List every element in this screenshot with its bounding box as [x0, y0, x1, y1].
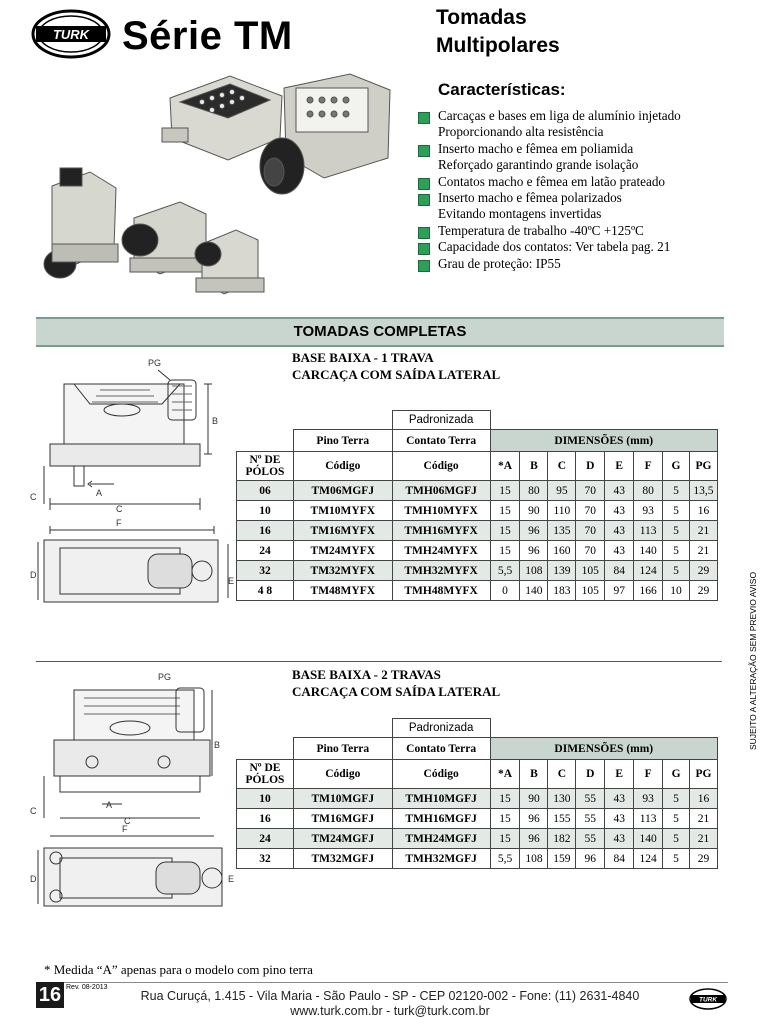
drawing-label-c: C [116, 504, 123, 514]
dimension-cell: 80 [520, 481, 548, 501]
footer-address: Rua Curuçá, 1.415 - Vila Maria - São Paulo - SP - CEP 02120-002 - Fone: (11) 2631-4840 [140, 989, 640, 1003]
contato-terra-code-cell: TMH10MGFJ [392, 789, 490, 809]
dimension-cell: 140 [634, 541, 663, 561]
drawing2-label-b: B [214, 740, 221, 750]
pino-terra-code-cell: TM10MYFX [293, 501, 392, 521]
polos-cell: 24 [237, 541, 294, 561]
dimension-cell: 160 [548, 541, 576, 561]
table2-contato-terra: Contato Terra [392, 738, 490, 760]
dimension-cell: 55 [576, 789, 605, 809]
dimension-cell: 43 [605, 789, 634, 809]
pino-terra-code-cell: TM24MGFJ [293, 829, 392, 849]
table1-col-c: C [548, 452, 576, 481]
characteristic-text: Inserto macho e fêmea polarizados [438, 190, 622, 206]
bullet-square-icon [418, 145, 430, 157]
table2-col-pg: PG [690, 760, 718, 789]
dimension-cell: 15 [490, 521, 520, 541]
table2-subtitle-2: CARCAÇA COM SAÍDA LATERAL [292, 684, 501, 699]
drawing-label-a: A [96, 488, 103, 498]
bullet-square-icon [418, 260, 430, 272]
pino-terra-code-cell: TM32MYFX [293, 561, 392, 581]
table2-dimensoes: DIMENSÕES (mm) [490, 738, 717, 760]
dimension-cell: 5 [663, 789, 690, 809]
contato-terra-code-cell: TMH32MGFJ [392, 849, 490, 869]
dimension-cell: 16 [689, 501, 717, 521]
dimension-cell: 15 [490, 789, 520, 809]
characteristic-item [418, 174, 738, 190]
drawing-label-g: C [30, 492, 37, 502]
page-number: 16 [36, 982, 64, 1008]
characteristic-item [418, 141, 738, 174]
characteristic-text-continued: Proporcionando alta resistência [438, 124, 604, 140]
characteristic-text-continued: Reforçado garantindo grande isolação [438, 157, 639, 173]
table1-dimensoes: DIMENSÕES (mm) [490, 430, 717, 452]
bullet-square-icon [418, 227, 430, 239]
dimension-cell: 55 [576, 809, 605, 829]
polos-cell: 24 [237, 829, 294, 849]
dimension-cell: 5 [663, 849, 690, 869]
dimension-cell: 135 [548, 521, 576, 541]
table-row [237, 481, 718, 501]
polos-cell: 4 8 [237, 581, 294, 601]
dimension-cell: 183 [548, 581, 576, 601]
dimension-cell: 29 [689, 561, 717, 581]
dimension-cell: 84 [605, 561, 634, 581]
table-row [237, 581, 718, 601]
polos-cell: 10 [237, 501, 294, 521]
dimension-cell: 5,5 [490, 849, 520, 869]
dimension-cell: 155 [548, 809, 576, 829]
dimension-cell: 5,5 [490, 561, 520, 581]
dimension-cell: 96 [520, 521, 548, 541]
contato-terra-code-cell: TMH16MYFX [392, 521, 490, 541]
turk-logo-footer [688, 988, 728, 1010]
dimension-cell: 5 [663, 521, 690, 541]
dimension-cell: 108 [520, 561, 548, 581]
characteristic-item [418, 256, 738, 272]
polos-cell: 10 [237, 789, 294, 809]
characteristic-item [418, 108, 738, 141]
pino-terra-code-cell: TM32MGFJ [293, 849, 392, 869]
dimension-cell: 159 [548, 849, 576, 869]
dimension-cell: 15 [490, 809, 520, 829]
dimension-cell: 140 [634, 829, 663, 849]
dimension-cell: 5 [663, 561, 690, 581]
section-band [36, 317, 724, 347]
polos-cell: 32 [237, 849, 294, 869]
table2-col-a: *A [490, 760, 520, 789]
dimension-cell: 55 [576, 829, 605, 849]
table2-codigo-contato: Código [392, 760, 490, 789]
dimension-cell: 110 [548, 501, 576, 521]
table1-polos-header: Nº DE PÓLOS [237, 452, 294, 481]
dimension-cell: 139 [548, 561, 576, 581]
table1-pino-terra: Pino Terra [293, 430, 392, 452]
table2-subtitle-1: BASE BAIXA - 2 TRAVAS [292, 667, 441, 682]
dimension-cell: 93 [634, 501, 663, 521]
drawing2-label-f: F [122, 824, 128, 834]
dimension-cell: 108 [520, 849, 548, 869]
bullet-square-icon [418, 178, 430, 190]
characteristics-list [418, 108, 738, 272]
table2-col-e: E [605, 760, 634, 789]
section-divider [36, 661, 722, 662]
dimension-cell: 43 [605, 481, 634, 501]
dimension-cell: 21 [690, 809, 718, 829]
characteristic-text-continued: Evitando montagens invertidas [438, 206, 602, 222]
dimension-cell: 93 [634, 789, 663, 809]
table2-polos-header: Nº DE PÓLOS [237, 760, 294, 789]
logo-text: TURK [52, 27, 90, 42]
dimension-cell: 90 [520, 789, 548, 809]
logo-footer-text: TURK [698, 996, 718, 1004]
contato-terra-code-cell: TMH48MYFX [392, 581, 490, 601]
table1-col-d: D [576, 452, 605, 481]
dimension-cell: 124 [634, 849, 663, 869]
dimension-cell: 10 [663, 581, 690, 601]
characteristic-text: Carcaças e bases em liga de alumínio injetado [438, 108, 681, 123]
table1-col-g: G [663, 452, 690, 481]
dimension-cell: 21 [689, 541, 717, 561]
contato-terra-code-cell: TMH16MGFJ [392, 809, 490, 829]
turk-logo [30, 8, 112, 60]
dimension-cell: 95 [548, 481, 576, 501]
dimension-cell: 96 [576, 849, 605, 869]
dimension-cell: 113 [634, 809, 663, 829]
table2-col-g: G [663, 760, 690, 789]
drawing2-label-d: D [30, 874, 37, 884]
dimension-cell: 96 [520, 541, 548, 561]
characteristic-text: Contatos macho e fêmea em latão prateado [438, 173, 666, 189]
table1-col-pg: PG [689, 452, 717, 481]
dimension-cell: 15 [490, 481, 520, 501]
dimension-cell: 15 [490, 829, 520, 849]
dimension-cell: 96 [520, 829, 548, 849]
dimension-cell: 5 [663, 501, 690, 521]
connector-photo-open [162, 76, 282, 160]
dimension-cell: 43 [605, 829, 634, 849]
polos-cell: 32 [237, 561, 294, 581]
dimension-cell: 70 [576, 541, 605, 561]
dimension-cell: 140 [520, 581, 548, 601]
table1 [236, 410, 718, 601]
table1-subtitle-1: BASE BAIXA - 1 TRAVA [292, 350, 434, 365]
dimension-cell: 130 [548, 789, 576, 809]
table2-padronizada: Padronizada [392, 719, 490, 738]
dimension-cell: 182 [548, 829, 576, 849]
drawing2-label-e: E [228, 874, 235, 884]
table2-pino-terra: Pino Terra [293, 738, 392, 760]
drawing2-label-c: C [124, 816, 131, 826]
section-title: TOMADAS COMPLETAS [293, 323, 467, 340]
polos-cell: 16 [237, 521, 294, 541]
dimension-cell: 105 [576, 581, 605, 601]
pino-terra-code-cell: TM16MGFJ [293, 809, 392, 829]
table2-col-f: F [634, 760, 663, 789]
characteristic-text: Grau de proteção: IP55 [438, 255, 561, 271]
table2 [236, 718, 718, 869]
footer-web: www.turk.com.br - turk@turk.com.br [290, 1004, 490, 1018]
characteristic-item [418, 190, 738, 223]
drawing2-label-a: A [106, 800, 113, 810]
dimension-cell: 5 [663, 541, 690, 561]
polos-cell: 06 [237, 481, 294, 501]
dimension-cell: 97 [605, 581, 634, 601]
table1-subtitle-2: CARCAÇA COM SAÍDA LATERAL [292, 367, 501, 382]
dimension-cell: 70 [576, 481, 605, 501]
table1-codigo-contato: Código [392, 452, 490, 481]
dimension-cell: 5 [663, 481, 690, 501]
table-row [237, 849, 718, 869]
side-notice: SUJEITO A ALTERAÇÃO SEM PREVIO AVISO [748, 571, 758, 750]
dimension-cell: 5 [663, 829, 690, 849]
table-row [237, 561, 718, 581]
dimension-cell: 70 [576, 521, 605, 541]
table-row [237, 521, 718, 541]
table-row [237, 501, 718, 521]
table1-col-f: F [634, 452, 663, 481]
dimension-cell: 124 [634, 561, 663, 581]
characteristics-title: Características: [438, 80, 566, 99]
drawing-label-f: F [116, 518, 122, 528]
revision: Rev. 08-2013 [66, 984, 108, 991]
dimension-cell: 29 [690, 849, 718, 869]
dimension-cell: 29 [689, 581, 717, 601]
dimension-cell: 70 [576, 501, 605, 521]
table2-col-d: D [576, 760, 605, 789]
dimension-cell: 105 [576, 561, 605, 581]
dimension-cell: 166 [634, 581, 663, 601]
dimension-cell: 15 [490, 541, 520, 561]
contato-terra-code-cell: TMH24MGFJ [392, 829, 490, 849]
dimension-cell: 96 [520, 809, 548, 829]
dimension-cell: 84 [605, 849, 634, 869]
dimension-cell: 0 [490, 581, 520, 601]
table2-col-b: B [520, 760, 548, 789]
dimension-cell: 80 [634, 481, 663, 501]
dimension-cell: 43 [605, 809, 634, 829]
connector-photo-small-center [122, 202, 212, 274]
pino-terra-code-cell: TM16MYFX [293, 521, 392, 541]
table-row [237, 789, 718, 809]
dimension-cell: 21 [689, 521, 717, 541]
dimension-cell: 43 [605, 521, 634, 541]
pino-terra-code-cell: TM10MGFJ [293, 789, 392, 809]
characteristic-item [418, 223, 738, 239]
dimension-cell: 90 [520, 501, 548, 521]
contato-terra-code-cell: TMH32MYFX [392, 561, 490, 581]
table1-padronizada: Padronizada [392, 411, 490, 430]
footnote: * Medida “A” apenas para o modelo com pino terra [44, 962, 313, 977]
table1-contato-terra: Contato Terra [392, 430, 490, 452]
dimension-cell: 113 [634, 521, 663, 541]
category-line-2: Multipolares [436, 34, 560, 57]
drawing-single-latch [30, 354, 235, 614]
contato-terra-code-cell: TMH10MYFX [392, 501, 490, 521]
drawing-label-d: D [30, 570, 37, 580]
contato-terra-code-cell: TMH24MYFX [392, 541, 490, 561]
table-row [237, 829, 718, 849]
drawing2-label-pg: PG [158, 672, 172, 682]
series-title: Série TM [122, 14, 293, 58]
bullet-square-icon [418, 112, 430, 124]
contato-terra-code-cell: TMH06MGFJ [392, 481, 490, 501]
characteristic-text: Temperatura de trabalho -40ºC +125ºC [438, 222, 644, 238]
characteristic-item [418, 239, 738, 255]
drawing2-label-g: C [30, 806, 37, 816]
table1-col-a: *A [490, 452, 520, 481]
dimension-cell: 43 [605, 501, 634, 521]
table-row [237, 809, 718, 829]
table2-codigo-pino: Código [293, 760, 392, 789]
dimension-cell: 21 [690, 829, 718, 849]
connector-photo-small-left [44, 168, 118, 278]
characteristic-text: Capacidade dos contatos: Ver tabela pag. 21 [438, 239, 671, 255]
footer-rule [36, 982, 728, 983]
bullet-square-icon [418, 243, 430, 255]
drawing-double-latch [30, 668, 235, 918]
pino-terra-code-cell: TM06MGFJ [293, 481, 392, 501]
dimension-cell: 13,5 [689, 481, 717, 501]
bullet-square-icon [418, 194, 430, 206]
dimension-cell: 43 [605, 541, 634, 561]
drawing-label-b: B [212, 416, 219, 426]
dimension-cell: 15 [490, 501, 520, 521]
category-line-1: Tomadas [436, 6, 527, 29]
product-photos [30, 68, 420, 304]
table-row [237, 541, 718, 561]
table1-col-b: B [520, 452, 548, 481]
table2-col-c: C [548, 760, 576, 789]
polos-cell: 16 [237, 809, 294, 829]
characteristic-text: Inserto macho e fêmea em poliamida [438, 140, 634, 156]
table1-col-e: E [605, 452, 634, 481]
drawing-label-pg: PG [148, 358, 162, 368]
drawing-label-e: E [228, 576, 235, 586]
pino-terra-code-cell: TM24MYFX [293, 541, 392, 561]
dimension-cell: 5 [663, 809, 690, 829]
pino-terra-code-cell: TM48MYFX [293, 581, 392, 601]
dimension-cell: 16 [690, 789, 718, 809]
table1-codigo-pino: Código [293, 452, 392, 481]
